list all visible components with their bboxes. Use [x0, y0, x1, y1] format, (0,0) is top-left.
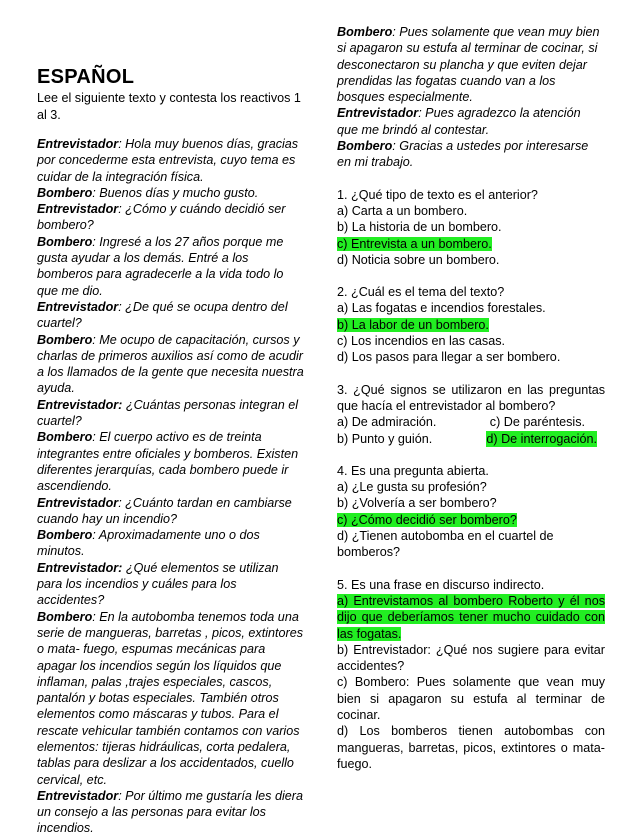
speech-text: ¿Qué elementos se utilizan para los incendios y cuáles para los accidentes?	[37, 560, 279, 608]
option-c-correct[interactable]: c) ¿Cómo decidió ser bombero?	[337, 512, 517, 527]
speaker-label: Bombero	[337, 25, 393, 39]
question-stem: 2. ¿Cuál es el tema del texto?	[337, 285, 505, 300]
interview-turn	[337, 24, 605, 105]
speaker-label: Entrevistador	[37, 495, 119, 510]
page-title: ESPAÑOL	[37, 66, 135, 88]
question-stem: 5. Es una frase en discurso indirecto.	[337, 577, 545, 592]
speaker-label: Bombero	[37, 609, 93, 624]
option-b[interactable]: b) ¿Volvería a ser bombero?	[337, 496, 497, 511]
speech-text: : ¿Cuánto tardan en cambiarse cuando hay un incendio?	[37, 495, 292, 526]
interview-turn	[37, 332, 305, 397]
question-4	[337, 463, 605, 561]
speaker-label: Entrevistador	[37, 202, 119, 217]
option-b[interactable]: b) Punto y guión.	[337, 431, 433, 446]
speech-text: : Buenos días y mucho gusto.	[92, 185, 259, 200]
option-d[interactable]: d) ¿Tienen autobomba en el cuartel de bomberos?	[337, 529, 554, 560]
interview-turn	[37, 495, 305, 528]
question-stem: 4. Es una pregunta abierta.	[337, 463, 489, 478]
speech-text: : Me ocupo de capacitación, cursos y charlas de primeros auxilios así como de acudir a los llamados de la gente que necesita nuestra ayuda.	[37, 332, 304, 396]
interview-turn	[37, 299, 305, 332]
option-d-correct[interactable]: d) De interrogación.	[486, 431, 597, 446]
option-c[interactable]: c) Bombero: Pues solamente que vean muy bien si apagaron su estufa al terminar de cocinar.	[337, 675, 605, 722]
option-a[interactable]: a) Las fogatas e incendios forestales.	[337, 301, 546, 316]
interview-turn	[37, 527, 305, 560]
option-a[interactable]: a) ¿Le gusta su profesión?	[337, 480, 487, 495]
option-b-correct[interactable]: b) La labor de un bombero.	[337, 317, 489, 332]
question-2	[337, 284, 605, 365]
question-3	[337, 382, 605, 447]
interview-turn	[37, 788, 305, 837]
interview-turn	[37, 136, 305, 185]
speaker-label: Entrevistador	[37, 299, 119, 314]
speaker-label: Entrevistador:	[37, 560, 123, 575]
speech-text: : En la autobomba tenemos toda una serie de mangueras, barretas , picos, extintores o mata- fuego, espumas mecánicas para apagar los incendios según los líquidos que inflaman, palas ,trajes especiales, cascos, pantalón y botas especiales. También otros elementos como máscaras y tubos. Para el rescate vehicular también contamos con varios elementos: tijeras hidráulicas, corta pedalera, tablas para deslizar a los accidentados, cuello cervical, etc.	[37, 609, 303, 787]
speech-text: : Ingresé a los 27 años porque me gusta ayudar a los demás. Entré a los bomberos para agradecerle a la vida todo lo que me dio.	[37, 234, 284, 298]
speech-text: : Por último me gustaría les diera un consejo a las personas para evitar los incendios.	[37, 788, 303, 836]
speaker-label: Entrevistador	[37, 788, 119, 803]
speaker-label: Bombero	[37, 430, 93, 445]
interview-turn	[37, 429, 305, 494]
interview-turn	[37, 397, 305, 430]
option-a[interactable]: a) De admiración.	[337, 415, 437, 430]
right-column	[337, 24, 605, 772]
speech-text: : Gracias a ustedes por interesarse en mi trabajo.	[337, 139, 589, 170]
speech-text: : Aproximadamente uno o dos minutos.	[37, 528, 260, 559]
speaker-label: Bombero	[337, 139, 393, 154]
interview-turn	[37, 201, 305, 234]
speaker-label: Bombero	[37, 332, 93, 347]
speaker-label: Bombero	[37, 234, 93, 249]
option-d[interactable]: d) Noticia sobre un bombero.	[337, 252, 500, 267]
speaker-label: Entrevistador:	[37, 397, 123, 412]
speaker-label: Entrevistador	[37, 137, 119, 151]
question-1	[337, 187, 605, 268]
option-a[interactable]: a) Carta a un bombero.	[337, 203, 468, 218]
option-b[interactable]: b) Entrevistador: ¿Qué nos sugiere para evitar accidentes?	[337, 642, 605, 674]
speaker-label: Bombero	[37, 185, 93, 200]
question-stem: 3. ¿Qué signos se utilizaron en las preguntas que hacía el entrevistador al bombero?	[337, 382, 605, 413]
instructions: Lee el siguiente texto y contesta los reactivos 1 al 3.	[37, 91, 301, 122]
speech-text: : ¿De qué se ocupa dentro del cuartel?	[37, 299, 288, 331]
option-b[interactable]: b) La historia de un bombero.	[337, 220, 502, 235]
speech-text: : Pues agradezco la atención que me brindó al contestar.	[337, 106, 581, 137]
speech-text: : El cuerpo activo es de treinta integrantes entre oficiales y bomberos. Existen diferentes jerarquías, cada bombero puede ir ascendiendo.	[37, 430, 299, 494]
interview-turn	[37, 185, 305, 201]
option-c[interactable]: c) Los incendios en las casas.	[337, 334, 506, 349]
interview-right-column	[337, 24, 605, 171]
option-c[interactable]: c) De paréntesis.	[489, 415, 585, 430]
interview-left-column	[37, 136, 305, 837]
question-stem: 1. ¿Qué tipo de texto es el anterior?	[337, 187, 538, 202]
interview-turn	[37, 234, 305, 299]
interview-turn	[37, 609, 305, 788]
option-d[interactable]: d) Los bomberos tienen autobombas con mangueras, barretas, picos, extintores o mata- fuego.	[337, 724, 605, 771]
speech-text: ¿Cuántas personas integran el cuartel?	[37, 397, 299, 429]
speech-text: : ¿Cómo y cuándo decidió ser bombero?	[37, 202, 286, 233]
option-a-correct[interactable]: a) Entrevistamos al bombero Roberto y él nos dijo que deberíamos tener mucho cuidado con las fogatas.	[337, 593, 605, 641]
speaker-label: Bombero	[37, 528, 93, 543]
speech-text: : Hola muy buenos días, gracias por concederme esta entrevista, cuyo tema es cuidar de la integración física.	[37, 137, 299, 184]
option-c-correct[interactable]: c) Entrevista a un bombero.	[337, 236, 492, 251]
speaker-label: Entrevistador	[337, 106, 419, 121]
option-d[interactable]: d) Los pasos para llegar a ser bombero.	[337, 350, 561, 365]
interview-turn	[37, 560, 305, 609]
interview-turn	[337, 105, 605, 138]
question-5	[337, 577, 605, 773]
speech-text: : Pues solamente que vean muy bien si apagaron su estufa al terminar de cocinar, si desconectaron su plancha y que eviten dejar prendidas las fogatas cuando van a los bosques especialmente.	[337, 25, 600, 105]
interview-turn	[337, 138, 605, 171]
